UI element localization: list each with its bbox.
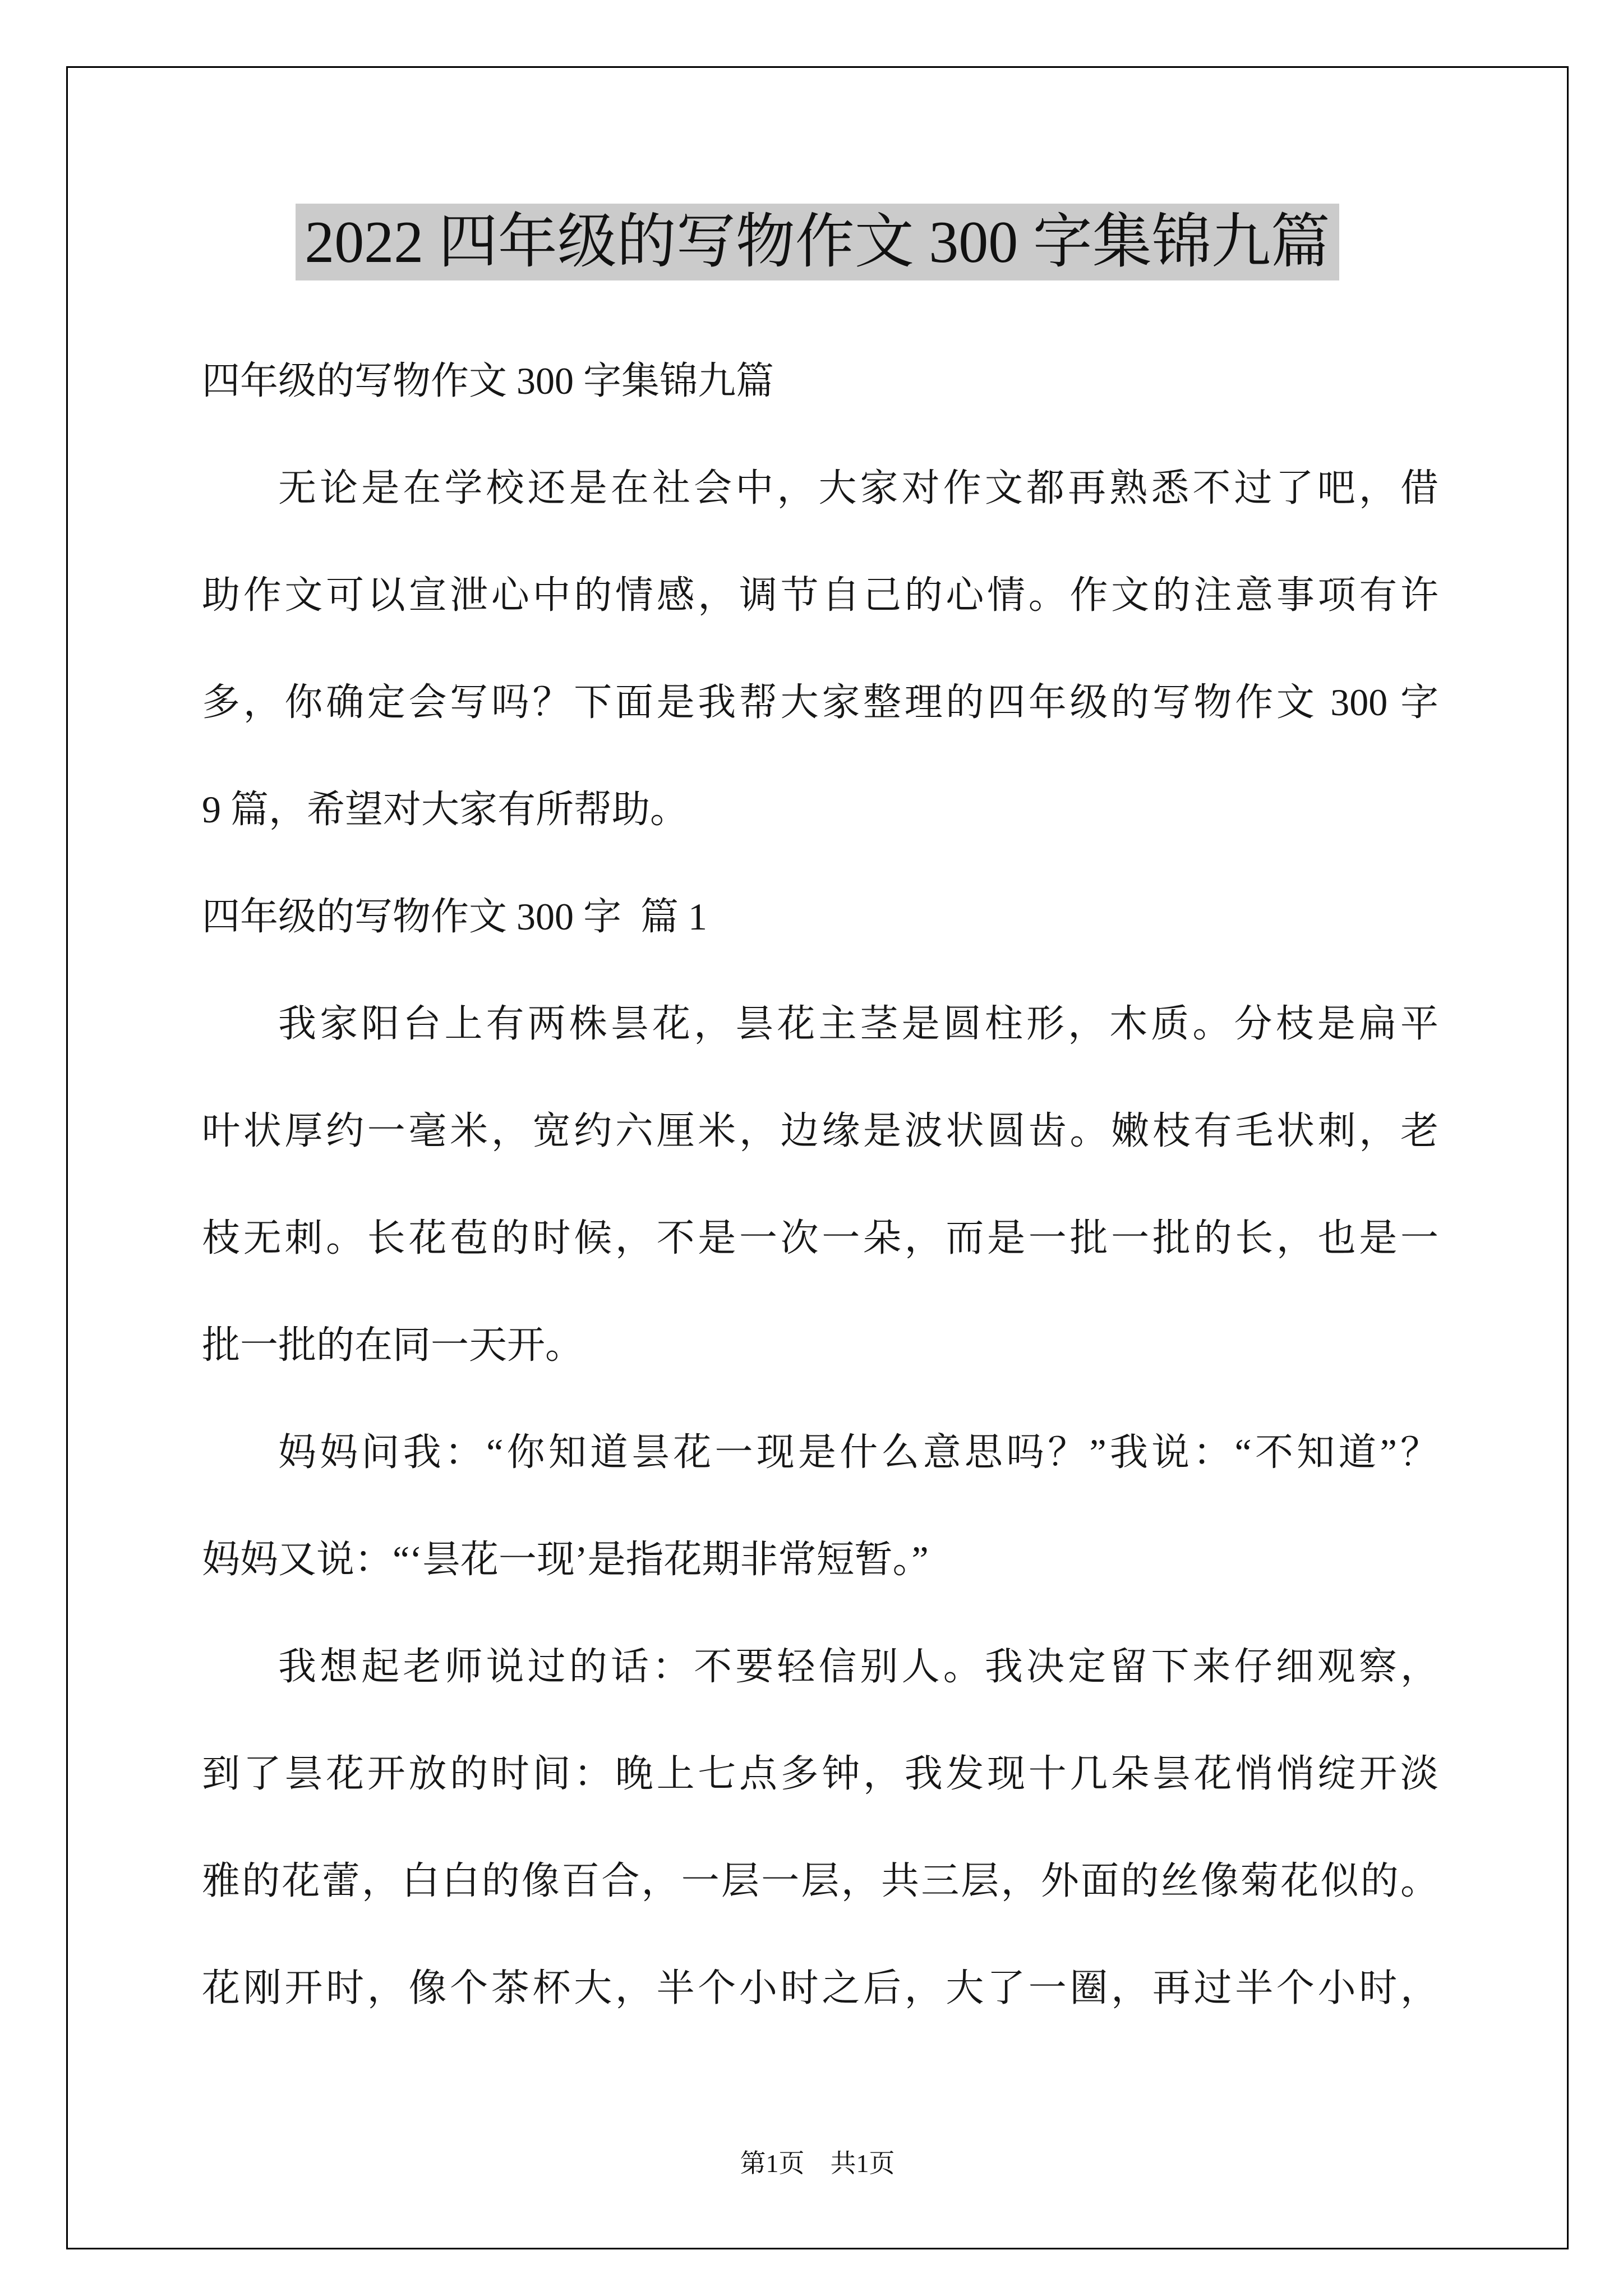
paragraph-line: 批一批的在同一天开。 <box>202 1324 584 1366</box>
paragraph-line: 9 篇，希望对大家有所帮助。 <box>202 788 689 831</box>
document-subtitle: 四年级的写物作文 300 字集锦九篇 <box>202 360 774 402</box>
paragraph-line: 无论是在学校还是在社会中，大家对作文都再熟悉不过了吧，借 <box>278 467 1438 509</box>
page-footer: 第1页 共1页 <box>740 2149 895 2178</box>
section-heading: 四年级的写物作文 300 字 篇 1 <box>202 895 708 938</box>
paragraph-line: 雅的花蕾，白白的像百合，一层一层，共三层，外面的丝像菊花似的。 <box>202 1860 1438 1902</box>
document-title: 2022 四年级的写物作文 300 字集锦九篇 <box>296 204 1339 280</box>
title-container <box>66 204 1569 280</box>
section-paragraph <box>202 1613 1438 2042</box>
paragraph-line: 到了昙花开放的时间：晚上七点多钟，我发现十几朵昙花悄悄绽开淡 <box>202 1752 1438 1795</box>
paragraph-line: 多，你确定会写吗？下面是我帮大家整理的四年级的写物作文 300 字 <box>202 681 1438 724</box>
section-paragraph <box>202 970 1438 1399</box>
paragraph-line: 叶状厚约一毫米，宽约六厘米，边缘是波状圆齿。嫩枝有毛状刺，老 <box>202 1110 1438 1152</box>
paragraph-line: 助作文可以宣泄心中的情感，调节自己的心情。作文的注意事项有许 <box>202 574 1438 616</box>
paragraph-line: 我想起老师说过的话：不要轻信别人。我决定留下来仔细观察， <box>278 1645 1438 1688</box>
paragraph-line: 枝无刺。长花苞的时候，不是一次一朵，而是一批一批的长，也是一 <box>202 1217 1438 1259</box>
document-body <box>202 328 1438 2042</box>
paragraph-line: 妈妈问我：“你知道昙花一现是什么意思吗？”我说：“不知道”？ <box>278 1431 1438 1474</box>
paragraph-line: 妈妈又说：“‘昙花一现’是指花期非常短暂。” <box>202 1538 929 1581</box>
intro-paragraph <box>202 435 1438 863</box>
section-paragraph <box>202 1399 1438 1613</box>
paragraph-line: 我家阳台上有两株昙花，昙花主茎是圆柱形，木质。分枝是扁平 <box>278 1002 1438 1045</box>
paragraph-line: 花刚开时，像个茶杯大，半个小时之后，大了一圈，再过半个小时， <box>202 1967 1438 2009</box>
